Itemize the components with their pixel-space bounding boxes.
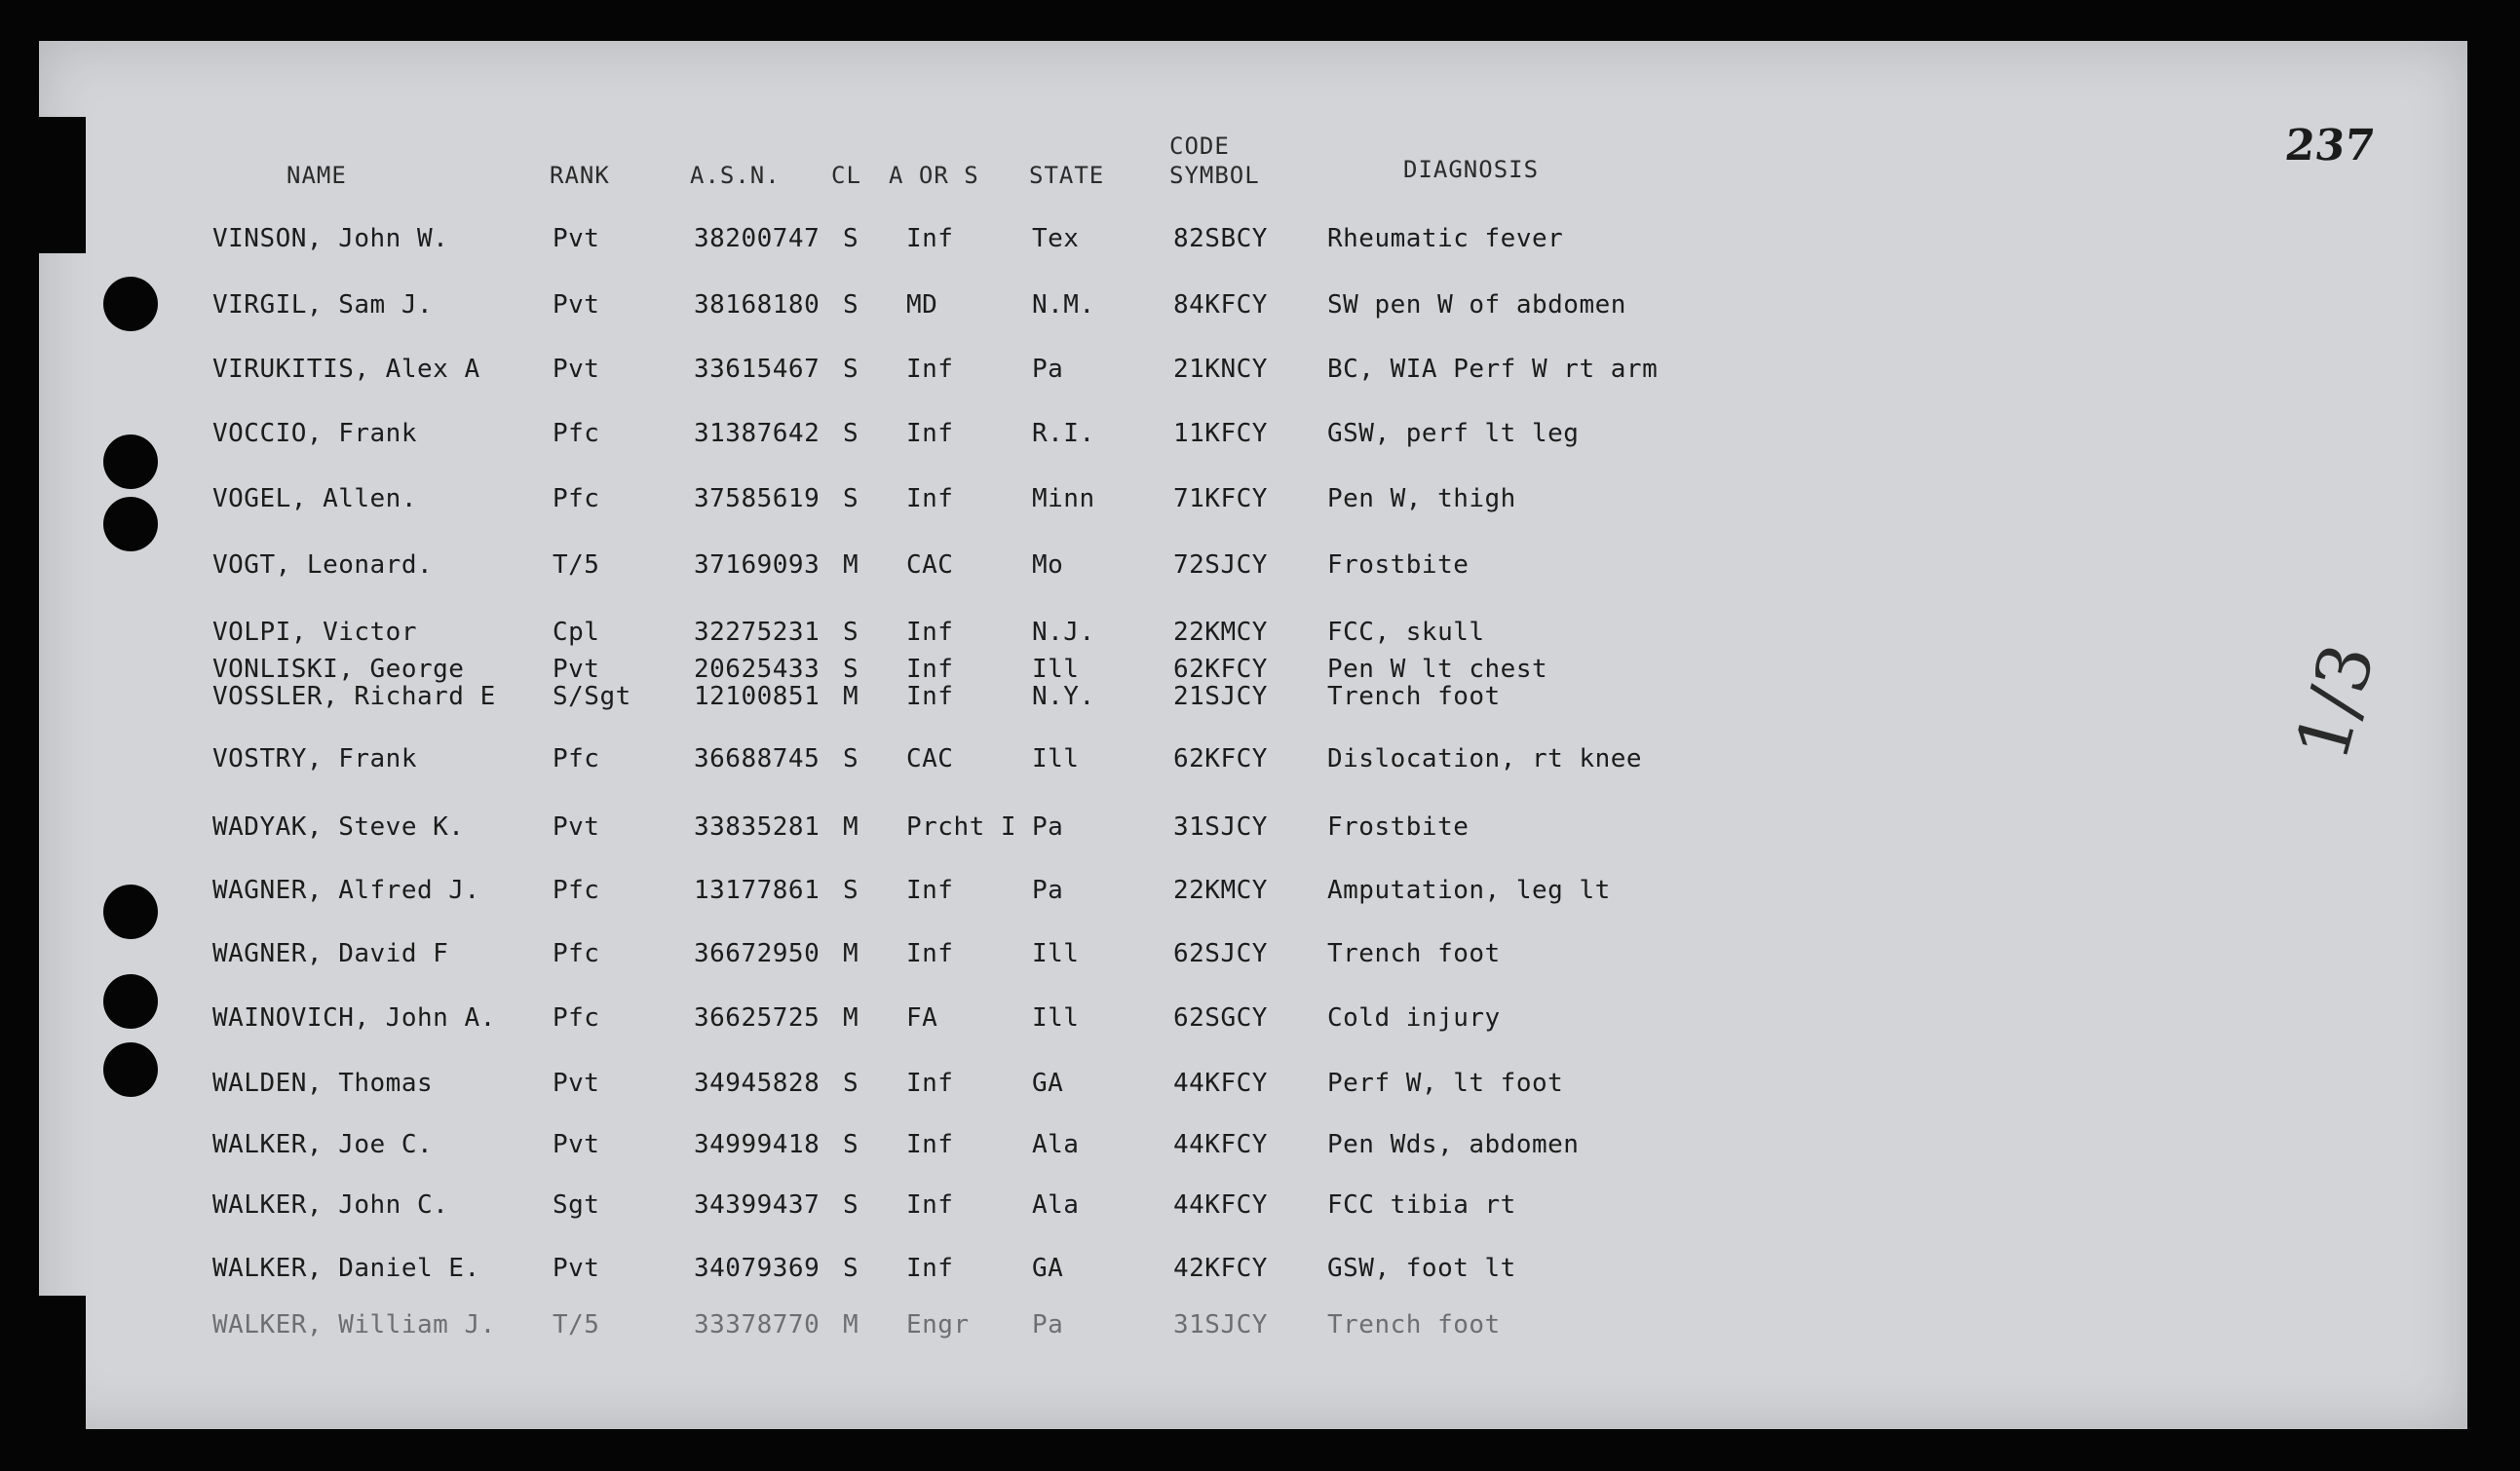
row-name: WALKER, William J. <box>212 1310 496 1339</box>
row-state: Tex <box>1032 224 1080 253</box>
punch-hole <box>103 497 158 551</box>
row-asn: 33835281 <box>694 812 821 842</box>
row-code: 62SJCY <box>1173 939 1268 968</box>
row-a-or-s: Inf <box>906 655 954 684</box>
table-row <box>39 1310 2467 1339</box>
row-diagnosis: Trench foot <box>1327 1310 1501 1339</box>
row-diagnosis: Trench foot <box>1327 939 1501 968</box>
row-cl: S <box>843 1254 859 1283</box>
row-diagnosis: GSW, perf lt leg <box>1327 419 1580 448</box>
row-diagnosis: FCC, skull <box>1327 618 1485 647</box>
row-diagnosis: GSW, foot lt <box>1327 1254 1516 1283</box>
table-row <box>39 290 2467 320</box>
row-diagnosis: Pen W lt chest <box>1327 655 1548 684</box>
row-asn: 33378770 <box>694 1310 821 1339</box>
row-asn: 13177861 <box>694 876 821 905</box>
row-name: VIRUKITIS, Alex A <box>212 355 480 384</box>
row-rank: Pfc <box>553 1003 600 1033</box>
table-row <box>39 655 2467 684</box>
row-name: VOSTRY, Frank <box>212 744 417 773</box>
row-name: VOLPI, Victor <box>212 618 417 647</box>
row-code: 21SJCY <box>1173 682 1268 711</box>
header-symbol: SYMBOL <box>1169 162 1260 189</box>
row-name: VINSON, John W. <box>212 224 449 253</box>
row-a-or-s: Inf <box>906 355 954 384</box>
table-row <box>39 1190 2467 1220</box>
row-name: VOGEL, Allen. <box>212 484 417 513</box>
row-cl: S <box>843 1190 859 1220</box>
row-rank: S/Sgt <box>553 682 631 711</box>
row-a-or-s: MD <box>906 290 938 320</box>
row-diagnosis: Cold injury <box>1327 1003 1501 1033</box>
handwritten-annotation: 1/3 <box>2280 634 2391 770</box>
row-rank: Pvt <box>553 1254 600 1283</box>
header-cl: CL <box>831 162 861 189</box>
punch-hole <box>103 277 158 331</box>
row-name: WAINOVICH, John A. <box>212 1003 496 1033</box>
header-rank: RANK <box>550 162 610 189</box>
table-row <box>39 744 2467 773</box>
row-name: VOCCIO, Frank <box>212 419 417 448</box>
row-name: VOSSLER, Richard E <box>212 682 496 711</box>
row-asn: 34399437 <box>694 1190 821 1220</box>
table-row <box>39 1003 2467 1033</box>
row-name: VIRGIL, Sam J. <box>212 290 434 320</box>
row-rank: Pvt <box>553 655 600 684</box>
row-diagnosis: Trench foot <box>1327 682 1501 711</box>
row-diagnosis: Frostbite <box>1327 812 1470 842</box>
row-asn: 34079369 <box>694 1254 821 1283</box>
row-cl: S <box>843 744 859 773</box>
page-number: 237 <box>2282 121 2378 170</box>
header-asn: A.S.N. <box>690 162 781 189</box>
row-a-or-s: CAC <box>906 550 954 580</box>
row-code: 21KNCY <box>1173 355 1268 384</box>
table-row <box>39 876 2467 905</box>
row-cl: S <box>843 655 859 684</box>
row-diagnosis: BC, WIA Perf W rt arm <box>1327 355 1659 384</box>
row-code: 22KMCY <box>1173 876 1268 905</box>
row-diagnosis: Dislocation, rt knee <box>1327 744 1643 773</box>
row-code: 22KMCY <box>1173 618 1268 647</box>
row-a-or-s: Inf <box>906 682 954 711</box>
row-a-or-s: Inf <box>906 1130 954 1159</box>
table-row <box>39 550 2467 580</box>
row-cl: S <box>843 876 859 905</box>
row-asn: 38168180 <box>694 290 821 320</box>
row-name: WAGNER, Alfred J. <box>212 876 480 905</box>
row-code: 71KFCY <box>1173 484 1268 513</box>
row-a-or-s: Engr <box>906 1310 970 1339</box>
row-diagnosis: Rheumatic fever <box>1327 224 1564 253</box>
row-a-or-s: Prcht I <box>906 812 1017 842</box>
header-name: NAME <box>286 162 347 189</box>
row-cl: S <box>843 1130 859 1159</box>
row-rank: Pfc <box>553 939 600 968</box>
row-code: 82SBCY <box>1173 224 1268 253</box>
row-cl: M <box>843 939 859 968</box>
row-asn: 36672950 <box>694 939 821 968</box>
row-state: GA <box>1032 1254 1064 1283</box>
row-diagnosis: Perf W, lt foot <box>1327 1069 1564 1098</box>
row-diagnosis: Pen Wds, abdomen <box>1327 1130 1580 1159</box>
row-code: 44KFCY <box>1173 1130 1268 1159</box>
row-state: Ill <box>1032 655 1080 684</box>
header-diagnosis: DIAGNOSIS <box>1403 156 1540 183</box>
row-cl: S <box>843 618 859 647</box>
row-name: WAGNER, David F <box>212 939 449 968</box>
row-state: N.J. <box>1032 618 1095 647</box>
row-a-or-s: FA <box>906 1003 938 1033</box>
table-row <box>39 1069 2467 1098</box>
row-state: Pa <box>1032 812 1064 842</box>
document-card <box>39 41 2467 1429</box>
row-state: R.I. <box>1032 419 1095 448</box>
left-notch-top <box>0 117 86 253</box>
row-state: GA <box>1032 1069 1064 1098</box>
table-row <box>39 812 2467 842</box>
row-rank: Pvt <box>553 1130 600 1159</box>
row-a-or-s: Inf <box>906 1069 954 1098</box>
row-cl: S <box>843 355 859 384</box>
row-code: 62SGCY <box>1173 1003 1268 1033</box>
row-a-or-s: Inf <box>906 876 954 905</box>
row-code: 44KFCY <box>1173 1190 1268 1220</box>
row-a-or-s: Inf <box>906 1190 954 1220</box>
table-row <box>39 419 2467 448</box>
row-cl: M <box>843 682 859 711</box>
row-asn: 37585619 <box>694 484 821 513</box>
row-name: WALKER, Joe C. <box>212 1130 434 1159</box>
row-asn: 34999418 <box>694 1130 821 1159</box>
table-row <box>39 484 2467 513</box>
table-row <box>39 939 2467 968</box>
row-rank: Pfc <box>553 419 600 448</box>
row-code: 62KFCY <box>1173 655 1268 684</box>
row-rank: Pvt <box>553 355 600 384</box>
row-diagnosis: Amputation, leg lt <box>1327 876 1611 905</box>
row-cl: S <box>843 1069 859 1098</box>
row-a-or-s: Inf <box>906 484 954 513</box>
row-code: 84KFCY <box>1173 290 1268 320</box>
row-code: 72SJCY <box>1173 550 1268 580</box>
row-rank: Pvt <box>553 224 600 253</box>
row-a-or-s: Inf <box>906 1254 954 1283</box>
table-row <box>39 1254 2467 1283</box>
row-rank: T/5 <box>553 550 600 580</box>
row-rank: Pvt <box>553 1069 600 1098</box>
row-name: WADYAK, Steve K. <box>212 812 465 842</box>
row-state: N.Y. <box>1032 682 1095 711</box>
row-state: Ill <box>1032 744 1080 773</box>
row-rank: Pvt <box>553 812 600 842</box>
row-asn: 34945828 <box>694 1069 821 1098</box>
row-state: Mo <box>1032 550 1064 580</box>
row-cl: M <box>843 812 859 842</box>
row-a-or-s: Inf <box>906 419 954 448</box>
table-row <box>39 355 2467 384</box>
row-code: 31SJCY <box>1173 812 1268 842</box>
table-row <box>39 224 2467 253</box>
row-asn: 12100851 <box>694 682 821 711</box>
row-name: WALKER, John C. <box>212 1190 449 1220</box>
row-name: WALKER, Daniel E. <box>212 1254 480 1283</box>
row-state: Pa <box>1032 355 1064 384</box>
punch-hole <box>103 974 158 1029</box>
left-notch-bottom <box>0 1296 86 1430</box>
row-state: Pa <box>1032 1310 1064 1339</box>
row-asn: 32275231 <box>694 618 821 647</box>
header-code: CODE <box>1169 132 1230 160</box>
row-rank: Sgt <box>553 1190 600 1220</box>
row-cl: S <box>843 419 859 448</box>
row-code: 42KFCY <box>1173 1254 1268 1283</box>
header-state: STATE <box>1029 162 1105 189</box>
row-asn: 36688745 <box>694 744 821 773</box>
row-state: Ill <box>1032 939 1080 968</box>
row-cl: M <box>843 550 859 580</box>
row-cl: S <box>843 224 859 253</box>
row-name: WALDEN, Thomas <box>212 1069 434 1098</box>
table-row <box>39 618 2467 647</box>
row-asn: 33615467 <box>694 355 821 384</box>
punch-hole <box>103 885 158 939</box>
row-a-or-s: CAC <box>906 744 954 773</box>
row-asn: 38200747 <box>694 224 821 253</box>
punch-hole <box>103 434 158 489</box>
row-a-or-s: Inf <box>906 618 954 647</box>
row-cl: S <box>843 484 859 513</box>
row-asn: 20625433 <box>694 655 821 684</box>
row-rank: T/5 <box>553 1310 600 1339</box>
table-row <box>39 1130 2467 1159</box>
row-code: 62KFCY <box>1173 744 1268 773</box>
row-state: N.M. <box>1032 290 1095 320</box>
row-diagnosis: FCC tibia rt <box>1327 1190 1516 1220</box>
row-rank: Pfc <box>553 876 600 905</box>
row-state: Pa <box>1032 876 1064 905</box>
row-rank: Cpl <box>553 618 600 647</box>
row-a-or-s: Inf <box>906 224 954 253</box>
row-state: Ala <box>1032 1190 1080 1220</box>
row-rank: Pfc <box>553 744 600 773</box>
row-asn: 36625725 <box>694 1003 821 1033</box>
row-cl: M <box>843 1003 859 1033</box>
row-name: VOGT, Leonard. <box>212 550 434 580</box>
row-diagnosis: SW pen W of abdomen <box>1327 290 1626 320</box>
header-a-or-s: A OR S <box>889 162 979 189</box>
row-diagnosis: Frostbite <box>1327 550 1470 580</box>
row-code: 31SJCY <box>1173 1310 1268 1339</box>
row-cl: M <box>843 1310 859 1339</box>
row-diagnosis: Pen W, thigh <box>1327 484 1516 513</box>
row-rank: Pfc <box>553 484 600 513</box>
row-state: Ala <box>1032 1130 1080 1159</box>
row-asn: 31387642 <box>694 419 821 448</box>
punch-hole <box>103 1042 158 1097</box>
row-state: Minn <box>1032 484 1095 513</box>
row-asn: 37169093 <box>694 550 821 580</box>
row-a-or-s: Inf <box>906 939 954 968</box>
row-code: 11KFCY <box>1173 419 1268 448</box>
row-cl: S <box>843 290 859 320</box>
row-rank: Pvt <box>553 290 600 320</box>
row-state: Ill <box>1032 1003 1080 1033</box>
row-name: VONLISKI, George <box>212 655 465 684</box>
row-code: 44KFCY <box>1173 1069 1268 1098</box>
table-row <box>39 682 2467 711</box>
